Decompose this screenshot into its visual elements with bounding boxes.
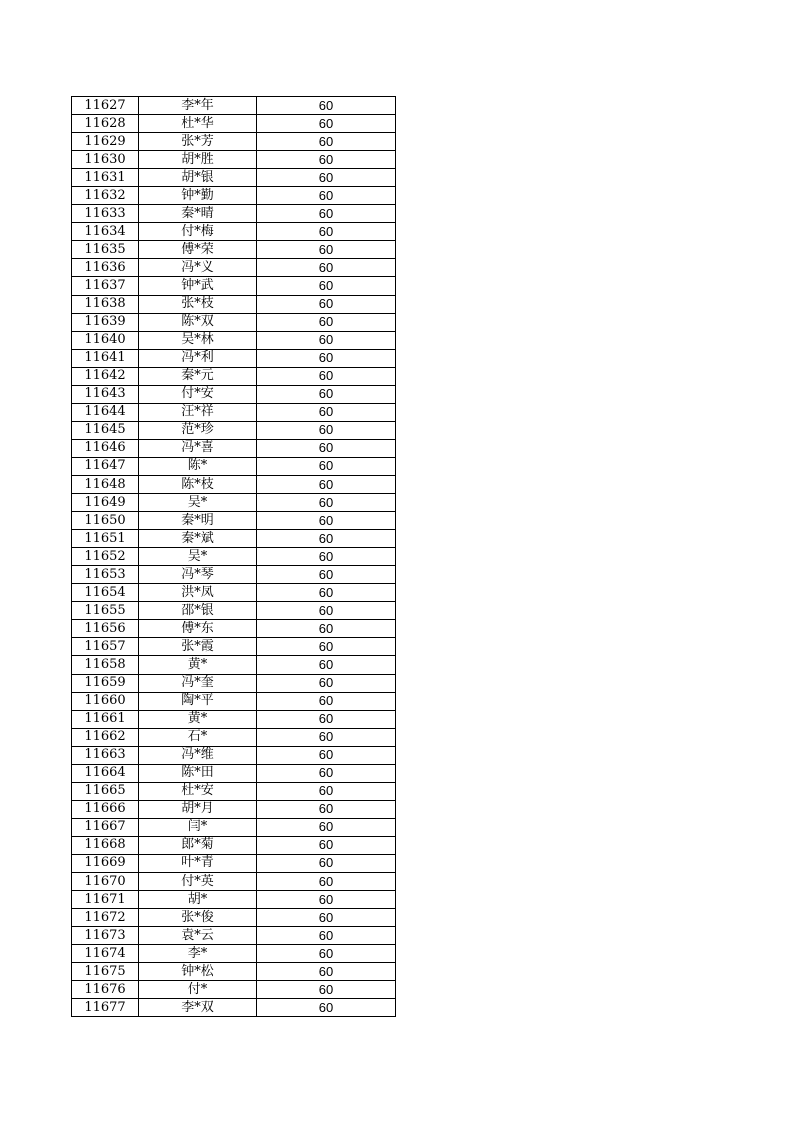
name-cell: 陈*枝 — [139, 475, 257, 493]
name-cell: 胡*月 — [139, 800, 257, 818]
id-cell: 11673 — [72, 927, 139, 945]
id-cell: 11631 — [72, 169, 139, 187]
table-row — [72, 945, 396, 963]
id-cell: 11633 — [72, 205, 139, 223]
id-cell: 11639 — [72, 313, 139, 331]
name-cell: 杜*安 — [139, 782, 257, 800]
name-cell: 冯*义 — [139, 259, 257, 277]
table-row — [72, 512, 396, 530]
id-cell: 11662 — [72, 728, 139, 746]
table-row — [72, 710, 396, 728]
table-row — [72, 223, 396, 241]
amount-cell: 60 — [257, 981, 396, 999]
table-row — [72, 259, 396, 277]
amount-cell: 60 — [257, 313, 396, 331]
table-row — [72, 457, 396, 475]
name-cell: 张*枝 — [139, 295, 257, 313]
name-cell: 傅*东 — [139, 620, 257, 638]
amount-cell: 60 — [257, 746, 396, 764]
table-row — [72, 963, 396, 981]
id-cell: 11657 — [72, 638, 139, 656]
id-cell: 11627 — [72, 97, 139, 115]
amount-cell: 60 — [257, 512, 396, 530]
name-cell: 付*梅 — [139, 223, 257, 241]
amount-cell: 60 — [257, 873, 396, 891]
name-cell: 叶*青 — [139, 854, 257, 872]
id-cell: 11638 — [72, 295, 139, 313]
amount-cell: 60 — [257, 782, 396, 800]
table-row — [72, 873, 396, 891]
id-cell: 11672 — [72, 909, 139, 927]
id-cell: 11637 — [72, 277, 139, 295]
amount-cell: 60 — [257, 530, 396, 548]
table-row — [72, 241, 396, 259]
amount-cell: 60 — [257, 277, 396, 295]
id-cell: 11674 — [72, 945, 139, 963]
amount-cell: 60 — [257, 439, 396, 457]
id-cell: 11658 — [72, 656, 139, 674]
amount-cell: 60 — [257, 349, 396, 367]
id-cell: 11640 — [72, 331, 139, 349]
amount-cell: 60 — [257, 764, 396, 782]
id-cell: 11648 — [72, 475, 139, 493]
table-row — [72, 638, 396, 656]
id-cell: 11653 — [72, 566, 139, 584]
amount-cell: 60 — [257, 710, 396, 728]
table-row — [72, 169, 396, 187]
id-cell: 11634 — [72, 223, 139, 241]
table-row — [72, 133, 396, 151]
name-cell: 秦*元 — [139, 367, 257, 385]
amount-cell: 60 — [257, 259, 396, 277]
amount-cell: 60 — [257, 205, 396, 223]
id-cell: 11676 — [72, 981, 139, 999]
table-row — [72, 674, 396, 692]
amount-cell: 60 — [257, 403, 396, 421]
table-row — [72, 151, 396, 169]
id-cell: 11629 — [72, 133, 139, 151]
id-cell: 11651 — [72, 530, 139, 548]
id-cell: 11642 — [72, 367, 139, 385]
table-row — [72, 421, 396, 439]
name-cell: 郎*菊 — [139, 836, 257, 854]
id-cell: 11667 — [72, 818, 139, 836]
amount-cell: 60 — [257, 818, 396, 836]
name-cell: 陶*平 — [139, 692, 257, 710]
table-row — [72, 439, 396, 457]
id-cell: 11646 — [72, 439, 139, 457]
amount-cell: 60 — [257, 457, 396, 475]
name-cell: 秦*斌 — [139, 530, 257, 548]
name-cell: 袁*云 — [139, 927, 257, 945]
name-cell: 胡*银 — [139, 169, 257, 187]
name-cell: 陈*田 — [139, 764, 257, 782]
table-row — [72, 349, 396, 367]
table-row — [72, 891, 396, 909]
name-cell: 钟*勤 — [139, 187, 257, 205]
amount-cell: 60 — [257, 548, 396, 566]
id-cell: 11630 — [72, 151, 139, 169]
amount-cell: 60 — [257, 385, 396, 403]
amount-cell: 60 — [257, 674, 396, 692]
id-cell: 11659 — [72, 674, 139, 692]
name-cell: 吴*林 — [139, 331, 257, 349]
name-cell: 李*年 — [139, 97, 257, 115]
amount-cell: 60 — [257, 620, 396, 638]
name-cell: 李*双 — [139, 999, 257, 1017]
amount-cell: 60 — [257, 133, 396, 151]
name-cell: 胡*胜 — [139, 151, 257, 169]
table-row — [72, 385, 396, 403]
table-row — [72, 782, 396, 800]
data-table — [71, 96, 396, 1017]
table-row — [72, 927, 396, 945]
table-row — [72, 909, 396, 927]
name-cell: 冯*琴 — [139, 566, 257, 584]
amount-cell: 60 — [257, 169, 396, 187]
id-cell: 11655 — [72, 602, 139, 620]
id-cell: 11666 — [72, 800, 139, 818]
id-cell: 11665 — [72, 782, 139, 800]
name-cell: 李* — [139, 945, 257, 963]
amount-cell: 60 — [257, 475, 396, 493]
id-cell: 11644 — [72, 403, 139, 421]
table-row — [72, 620, 396, 638]
id-cell: 11635 — [72, 241, 139, 259]
name-cell: 张*芳 — [139, 133, 257, 151]
id-cell: 11675 — [72, 963, 139, 981]
name-cell: 付*安 — [139, 385, 257, 403]
table-row — [72, 97, 396, 115]
table-row — [72, 494, 396, 512]
amount-cell: 60 — [257, 97, 396, 115]
name-cell: 秦*明 — [139, 512, 257, 530]
table-row — [72, 115, 396, 133]
table-row — [72, 548, 396, 566]
amount-cell: 60 — [257, 728, 396, 746]
table-row — [72, 728, 396, 746]
name-cell: 邵*银 — [139, 602, 257, 620]
name-cell: 张*俊 — [139, 909, 257, 927]
table-row — [72, 475, 396, 493]
table-row — [72, 981, 396, 999]
amount-cell: 60 — [257, 331, 396, 349]
amount-cell: 60 — [257, 566, 396, 584]
table-row — [72, 692, 396, 710]
table-row — [72, 295, 396, 313]
name-cell: 范*珍 — [139, 421, 257, 439]
table-row — [72, 403, 396, 421]
id-cell: 11645 — [72, 421, 139, 439]
name-cell: 陈* — [139, 457, 257, 475]
name-cell: 冯*奎 — [139, 674, 257, 692]
id-cell: 11650 — [72, 512, 139, 530]
name-cell: 冯*利 — [139, 349, 257, 367]
name-cell: 张*霞 — [139, 638, 257, 656]
table-row — [72, 313, 396, 331]
id-cell: 11628 — [72, 115, 139, 133]
amount-cell: 60 — [257, 115, 396, 133]
name-cell: 傅*荣 — [139, 241, 257, 259]
id-cell: 11663 — [72, 746, 139, 764]
id-cell: 11647 — [72, 457, 139, 475]
table-row — [72, 602, 396, 620]
table-row — [72, 187, 396, 205]
amount-cell: 60 — [257, 692, 396, 710]
id-cell: 11671 — [72, 891, 139, 909]
name-cell: 吴* — [139, 548, 257, 566]
id-cell: 11649 — [72, 494, 139, 512]
amount-cell: 60 — [257, 187, 396, 205]
name-cell: 杜*华 — [139, 115, 257, 133]
name-cell: 胡* — [139, 891, 257, 909]
name-cell: 冯*维 — [139, 746, 257, 764]
table-row — [72, 584, 396, 602]
table-row — [72, 818, 396, 836]
name-cell: 付*英 — [139, 873, 257, 891]
name-cell: 黄* — [139, 656, 257, 674]
table-row — [72, 800, 396, 818]
id-cell: 11660 — [72, 692, 139, 710]
amount-cell: 60 — [257, 800, 396, 818]
name-cell: 汪*祥 — [139, 403, 257, 421]
amount-cell: 60 — [257, 927, 396, 945]
amount-cell: 60 — [257, 854, 396, 872]
name-cell: 陈*双 — [139, 313, 257, 331]
amount-cell: 60 — [257, 367, 396, 385]
id-cell: 11636 — [72, 259, 139, 277]
id-cell: 11654 — [72, 584, 139, 602]
amount-cell: 60 — [257, 891, 396, 909]
amount-cell: 60 — [257, 638, 396, 656]
name-cell: 冯*喜 — [139, 439, 257, 457]
amount-cell: 60 — [257, 836, 396, 854]
amount-cell: 60 — [257, 999, 396, 1017]
table-body — [72, 97, 396, 1017]
id-cell: 11669 — [72, 854, 139, 872]
table-row — [72, 205, 396, 223]
table-row — [72, 530, 396, 548]
amount-cell: 60 — [257, 909, 396, 927]
id-cell: 11656 — [72, 620, 139, 638]
id-cell: 11643 — [72, 385, 139, 403]
table-row — [72, 836, 396, 854]
name-cell: 钟*松 — [139, 963, 257, 981]
id-cell: 11677 — [72, 999, 139, 1017]
table-row — [72, 746, 396, 764]
amount-cell: 60 — [257, 494, 396, 512]
name-cell: 钟*武 — [139, 277, 257, 295]
table-row — [72, 367, 396, 385]
id-cell: 11670 — [72, 873, 139, 891]
table-row — [72, 999, 396, 1017]
amount-cell: 60 — [257, 656, 396, 674]
name-cell: 洪*凤 — [139, 584, 257, 602]
amount-cell: 60 — [257, 241, 396, 259]
amount-cell: 60 — [257, 295, 396, 313]
table-row — [72, 331, 396, 349]
id-cell: 11668 — [72, 836, 139, 854]
name-cell: 石* — [139, 728, 257, 746]
amount-cell: 60 — [257, 584, 396, 602]
name-cell: 闫* — [139, 818, 257, 836]
amount-cell: 60 — [257, 223, 396, 241]
amount-cell: 60 — [257, 963, 396, 981]
amount-cell: 60 — [257, 421, 396, 439]
table-row — [72, 656, 396, 674]
amount-cell: 60 — [257, 945, 396, 963]
id-cell: 11661 — [72, 710, 139, 728]
name-cell: 付* — [139, 981, 257, 999]
id-cell: 11641 — [72, 349, 139, 367]
table-row — [72, 277, 396, 295]
amount-cell: 60 — [257, 151, 396, 169]
id-cell: 11664 — [72, 764, 139, 782]
name-cell: 秦*晴 — [139, 205, 257, 223]
id-cell: 11632 — [72, 187, 139, 205]
table-row — [72, 854, 396, 872]
table-row — [72, 764, 396, 782]
id-cell: 11652 — [72, 548, 139, 566]
name-cell: 吴* — [139, 494, 257, 512]
table-row — [72, 566, 396, 584]
name-cell: 黄* — [139, 710, 257, 728]
amount-cell: 60 — [257, 602, 396, 620]
